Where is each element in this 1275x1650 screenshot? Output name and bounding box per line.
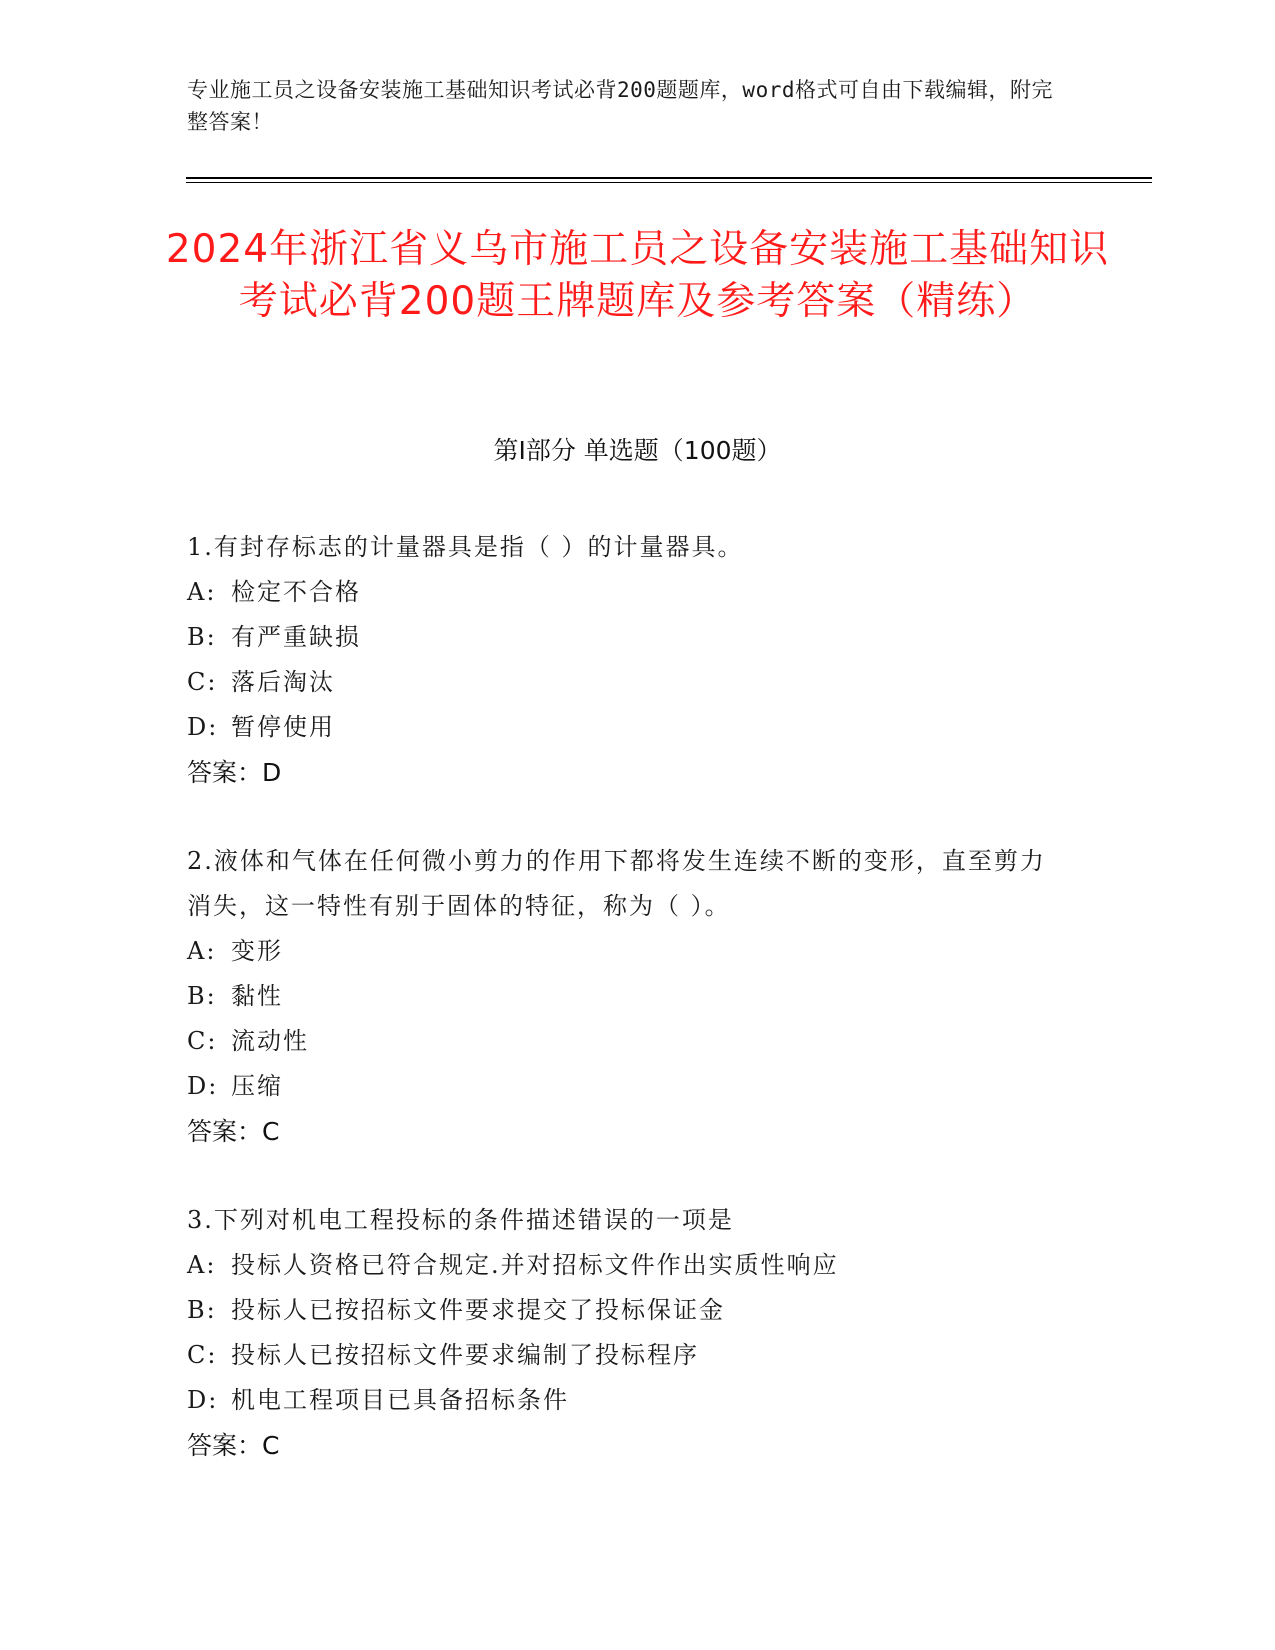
option-text: 检定不合格	[231, 578, 361, 606]
option-c	[187, 660, 1067, 705]
answer: 答案：D	[187, 758, 282, 787]
option-c	[187, 1333, 1067, 1378]
option-text: 投标人资格已符合规定.并对招标文件作出实质性响应	[231, 1251, 839, 1279]
option-key: B:	[187, 1296, 217, 1324]
option-key: D:	[187, 1386, 219, 1414]
option-text: 黏性	[231, 982, 283, 1010]
option-text: 压缩	[231, 1072, 283, 1100]
answer: 答案：C	[187, 1431, 280, 1460]
option-text: 投标人已按招标文件要求提交了投标保证金	[231, 1296, 725, 1324]
header-rule-thin	[186, 182, 1152, 183]
option-key: D:	[187, 713, 219, 741]
document-title: 2024年浙江省义乌市施工员之设备安装施工基础知识考试必背200题王牌题库及参考答案（精练）	[165, 227, 1110, 324]
option-key: B:	[187, 982, 217, 1010]
option-b	[187, 1288, 1067, 1333]
option-text: 机电工程项目已具备招标条件	[231, 1386, 569, 1414]
option-key: C:	[187, 1027, 218, 1055]
option-key: C:	[187, 668, 218, 696]
option-key: A:	[187, 937, 217, 965]
option-key: D:	[187, 1072, 219, 1100]
option-text: 流动性	[231, 1027, 309, 1055]
option-b	[187, 974, 1067, 1019]
option-d	[187, 705, 1067, 750]
option-d	[187, 1064, 1067, 1109]
option-key: A:	[187, 578, 217, 606]
option-a	[187, 570, 1067, 615]
option-text: 投标人已按招标文件要求编制了投标程序	[231, 1341, 699, 1369]
question-2	[187, 839, 1067, 1154]
option-text: 暂停使用	[231, 713, 335, 741]
question-3	[187, 1198, 1067, 1468]
option-text: 有严重缺损	[231, 623, 361, 651]
header-rule-thick	[186, 177, 1152, 179]
question-1	[187, 525, 1067, 795]
option-d	[187, 1378, 1067, 1423]
option-key: A:	[187, 1251, 217, 1279]
option-a	[187, 929, 1067, 974]
question-stem: 3.下列对机电工程投标的条件描述错误的一项是	[187, 1206, 734, 1234]
option-b	[187, 615, 1067, 660]
question-list	[187, 525, 1067, 1512]
option-c	[187, 1019, 1067, 1064]
answer: 答案：C	[187, 1117, 280, 1146]
section-heading: 第I部分 单选题（100题）	[493, 436, 782, 465]
option-a	[187, 1243, 1067, 1288]
option-key: C:	[187, 1341, 218, 1369]
question-stem: 1.有封存标志的计量器具是指（ ）的计量器具。	[187, 533, 744, 561]
option-text: 变形	[231, 937, 283, 965]
question-stem: 2.液体和气体在任何微小剪力的作用下都将发生连续不断的变形，直至剪力消失，这一特性有别于固体的特征，称为（ ）。	[187, 847, 1046, 920]
option-text: 落后淘汰	[231, 668, 335, 696]
header-note: 专业施工员之设备安装施工基础知识考试必背200题题库，word格式可自由下载编辑，附完整答案！	[187, 78, 1053, 134]
option-key: B:	[187, 623, 217, 651]
